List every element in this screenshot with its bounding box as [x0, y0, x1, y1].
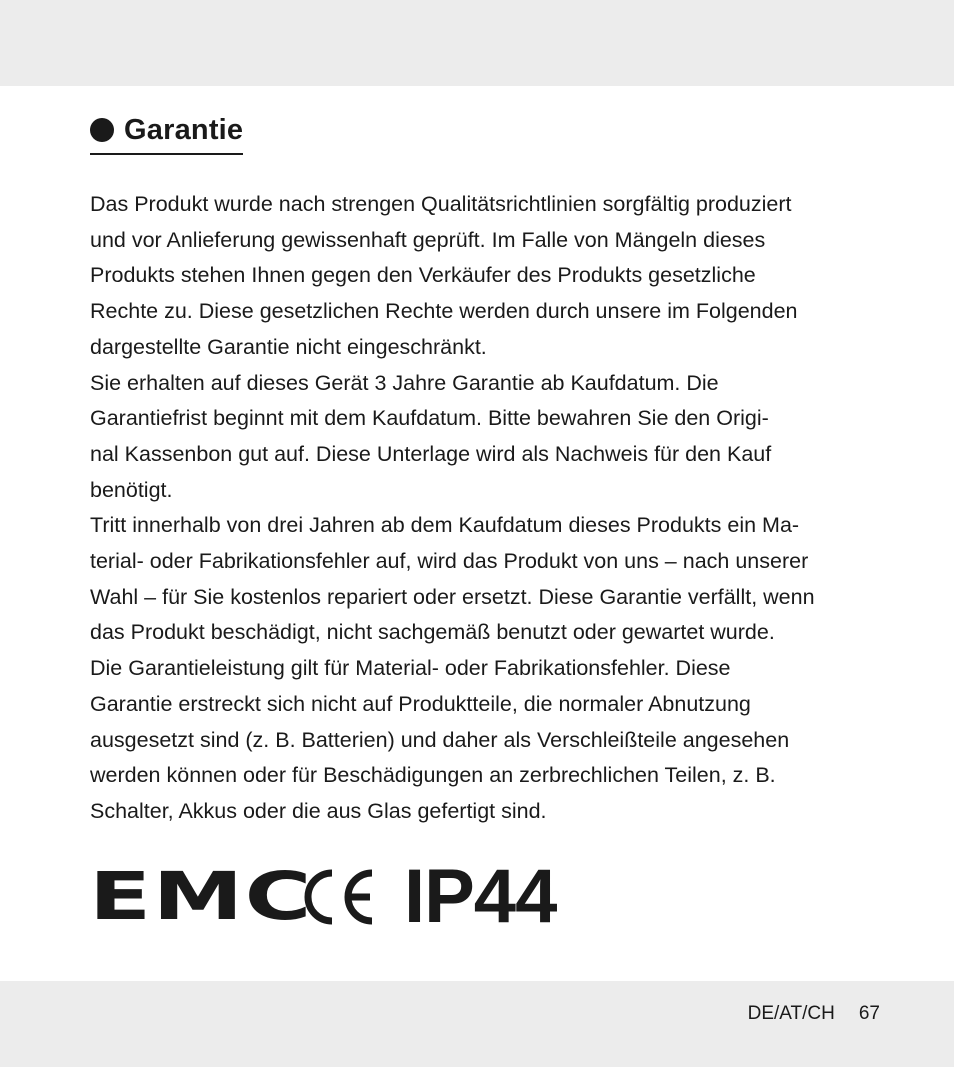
body-line: nal Kassenbon gut auf. Diese Unterlage wird als Nachweis für den Kauf — [90, 441, 772, 466]
emc-mark: EMC — [89, 858, 313, 935]
body-line: und vor Anlieferung gewissenhaft geprüft. Im Falle von Mängeln dieses — [90, 227, 766, 252]
body-line: terial- oder Fabrikationsfehler auf, wird das Produkt von uns – nach unserer — [90, 549, 809, 574]
body-line: Wahl – für Sie kostenlos repariert oder ersetzt. Diese Garantie verfällt, wenn — [90, 584, 815, 609]
page-number: 67 — [858, 1003, 880, 1024]
body-line: Das Produkt wurde nach strengen Qualitätsrichtlinien sorgfältig produziert — [90, 192, 792, 216]
body-line: Garantiefrist beginnt mit dem Kaufdatum. Bitte bewahren Sie den Origi- — [90, 406, 769, 431]
body-line: werden können oder für Beschädigungen an zerbrechlichen Teilen, z. B. — [90, 763, 776, 788]
bullet-icon — [90, 118, 114, 142]
body-line: dargestellte Garantie nicht eingeschränkt. — [90, 334, 487, 359]
body-line: ausgesetzt sind (z. B. Batterien) und daher als Verschleißteile angesehen — [90, 727, 790, 752]
body-line: benötigt. — [90, 477, 173, 502]
body-line: Schalter, Akkus oder die aus Glas gefertigt sind. — [90, 798, 547, 823]
section-heading — [90, 113, 243, 155]
ip44-mark: IP44 — [404, 854, 557, 939]
body-line: das Produkt beschädigt, nicht sachgemäß benutzt oder gewartet wurde. — [90, 620, 775, 645]
body-line: Rechte zu. Diese gesetzlichen Rechte werden durch unsere im Folgenden — [90, 299, 798, 324]
body-line: Die Garantieleistung gilt für Material- oder Fabrikationsfehler. Diese — [90, 656, 731, 681]
body-line: Produkts stehen Ihnen gegen den Verkäufer des Produkts gesetzliche — [90, 263, 756, 288]
page-footer — [748, 1003, 880, 1025]
footer-region-label: DE/AT/CH — [747, 1003, 835, 1024]
body-line: Tritt innerhalb von drei Jahren ab dem Kaufdatum dieses Produkts ein Ma- — [90, 513, 800, 538]
body-line: Garantie erstreckt sich nicht auf Produktteile, die normaler Abnutzung — [90, 691, 751, 716]
section-title: Garantie — [124, 114, 244, 146]
body-line: Sie erhalten auf dieses Gerät 3 Jahre Garantie ab Kaufdatum. Die — [90, 370, 719, 395]
warranty-body-text — [90, 187, 880, 830]
certification-marks — [89, 854, 557, 939]
top-margin-band — [0, 0, 954, 86]
